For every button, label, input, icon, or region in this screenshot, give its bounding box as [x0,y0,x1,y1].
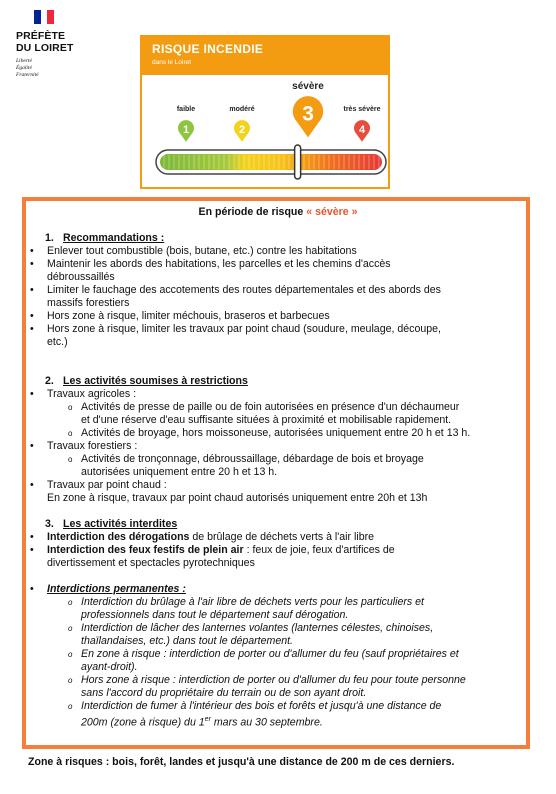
motto-fraternite: Fraternité [16,72,39,78]
list-item: • Interdiction des dérogations de brûlage de déchets verts à l'air libre [30,531,375,543]
section-number: 1. [45,232,54,244]
list-item: o Interdiction du brûlage à l'air libre de déchets verts pour les particuliers et professionnels dans tout le département sauf dérogation. [68,596,424,621]
prefecture-name-line1: PRÉFÈTE [16,30,66,42]
section-title: Les activités soumises à restrictions [63,375,248,387]
list-item: o Hors zone à risque : interdiction de porter ou d'allumer du feu pour toute personne sans l'accord du propriétaire du terrain ou de son ayant droit. [68,674,466,699]
risk-level-1 [177,106,195,142]
risk-level-number: 4 [358,124,366,136]
prefecture-name-line2: DU LOIRET [16,42,74,54]
section-title: Les activités interdites [63,518,178,530]
list-item: • Travaux par point chaud : [30,479,167,491]
period-heading: En période de risque « sévère » [198,206,358,218]
prefecture-logo [16,10,106,79]
risk-gauge [142,77,388,187]
list-item: • Travaux agricoles : [30,388,137,400]
list-item-text: En zone à risque, travaux par point chaud autorisés uniquement entre 20h et 13h [47,492,428,504]
section-number: 3. [45,518,54,530]
list-item: o Activités de presse de paille ou de foin autorisées en présence d'un déchaumeur et d'une réserve d'eau suffisante situées à proximité et mobilisable rapidement. [68,401,460,426]
list-item: • Travaux forestiers : [30,440,138,452]
risk-level-label: sévère [292,81,324,92]
section-title: Recommandations : [63,232,165,244]
risk-level-2 [229,106,254,142]
risk-subtitle: dans le Loiret [152,59,192,66]
list-item: o Interdiction de fumer à l'intérieur des bois et forêts et jusqu'à une distance de 200m (zone à risque) du 1er mars au 30 septembre. [68,700,442,729]
list-item: • Maintenir les abords des habitations, les parcelles et les chemins d'accès débroussaillés [30,258,391,283]
risk-level-label: modéré [229,106,255,113]
content [28,200,528,730]
risk-level-label: faible [176,106,196,113]
list-item: • Enlever tout combustible (bois, butane, etc.) contre les habitations [30,245,357,257]
list-item: • Interdictions permanentes : [30,583,186,595]
period-level: « sévère » [306,206,358,218]
section-restrictions [28,375,528,505]
section-recommendations [28,232,528,349]
risk-level-label: très sévère [343,106,381,113]
list-item: • Limiter le fauchage des accotements des routes départementales et des abords des massifs forestiers [30,284,441,309]
risk-title: RISQUE INCENDIE [152,42,264,56]
motto-liberte: Liberté [16,58,32,64]
list-item: • Hors zone à risque, limiter méchouis, braseros et barbecues [30,310,330,322]
gauge-cursor [295,145,301,179]
risk-level-number: 2 [238,124,246,136]
marianne-flag-icon [34,10,54,24]
list-item: • Hors zone à risque, limiter les travaux par point chaud (soudure, meulage, découpe, etc.) [30,323,441,348]
list-item: • Interdiction des feux festifs de plein air : feux de joie, feux d'artifices de divertissement et spectacles pyrotechniques [30,544,395,569]
risk-level-4 [344,106,381,142]
list-item: o Activités de broyage, hors moissoneuse, autorisées uniquement entre 20 h et 13 h. [68,427,471,439]
section-number: 2. [45,375,54,387]
risk-level-number: 1 [182,124,190,136]
list-item: o Interdiction de lâcher des lanternes volantes (lanternes célestes, chinoises, thaïlandaises, etc.) dans tout le département. [68,622,434,647]
risk-card [140,35,390,189]
risk-zone-note: Zone à risques : bois, forêt, landes et jusqu'à une distance de 200 m de ces derniers. [28,756,455,768]
list-item: o En zone à risque : interdiction de porter ou d'allumer du feu (sauf propriétaires et ayant-droit). [68,648,459,673]
list-item: o Activités de tronçonnage, débroussaillage, débardage de bois et broyage autorisées uniquement entre 20 h et 13 h. [68,453,424,478]
risk-header [142,37,388,75]
motto-egalite: Égalité [16,65,32,71]
risk-level-number: 3 [302,102,314,126]
risk-level-3 [292,81,324,137]
section-prohibitions [28,518,528,730]
